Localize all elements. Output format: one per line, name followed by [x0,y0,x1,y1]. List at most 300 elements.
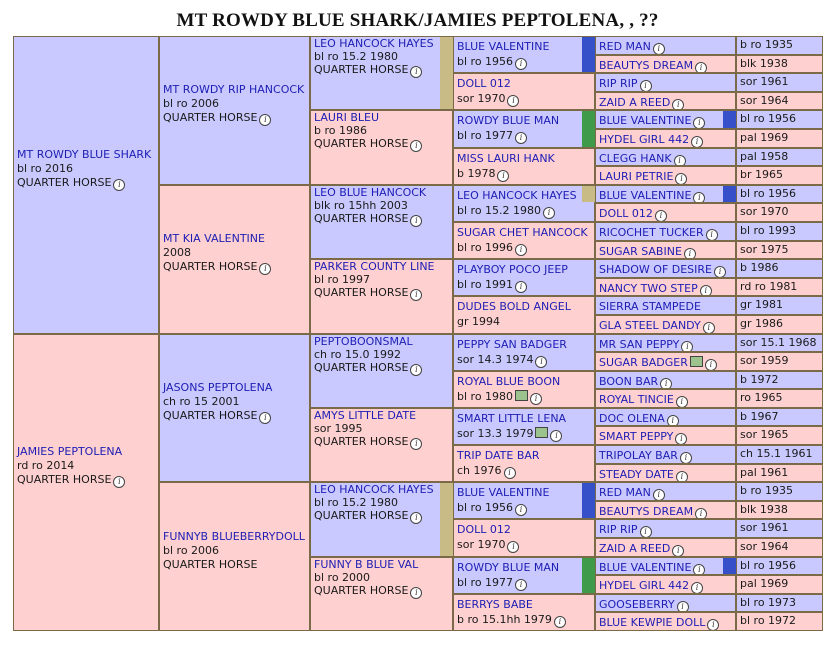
horse-color-year: sor 1975 [736,241,823,260]
horse-name-link[interactable]: PARKER COUNTY LINE [314,260,435,274]
color-year-label: gr 1994 [457,315,500,329]
horse-name-link[interactable]: MT ROWDY RIP HANCOCK [163,83,305,97]
horse-color-year: rd ro 1981 [736,278,823,297]
horse-name-link[interactable]: BLUE KEWPIE DOLL [599,616,706,630]
horse-color-year: b ro 1986 [314,124,367,138]
horse-cell [595,371,736,390]
info-icon[interactable]: i [535,356,547,368]
horse-cell [13,334,159,632]
horse-name-link[interactable]: SUGAR CHET HANCOCK [457,225,588,239]
horse-name-link[interactable]: BLUE VALENTINE [457,486,550,500]
horse-cell [595,575,736,594]
horse-cell [159,482,310,631]
color-year-label: bl ro 1991 [457,278,514,292]
horse-cell [453,222,595,259]
horse-name-link[interactable]: RED MAN [599,486,651,500]
info-icon[interactable]: i [681,341,693,353]
info-icon[interactable]: i [259,412,271,424]
horse-cell [13,36,159,334]
horse-name-link[interactable]: SMART PEPPY [599,430,674,444]
horse-cell [453,445,595,482]
breed-label: QUARTER HORSE [314,509,409,523]
info-icon[interactable]: i [640,80,652,92]
horse-breed [314,509,449,524]
horse-cell [595,148,736,167]
horse-color-year [457,54,591,70]
info-icon[interactable]: i [515,281,527,293]
horse-cell [595,185,736,204]
horse-name-link[interactable]: DUDES BOLD ANGEL [457,300,571,314]
color-year-label: b 1978 [457,166,496,180]
horse-cell [310,408,453,482]
horse-color-year: gr 1981 [736,296,823,315]
horse-cell [595,445,736,464]
horse-color-year [457,389,591,405]
horse-color-year [457,277,591,293]
inbreeding-bar [440,37,453,109]
horse-cell [453,557,595,594]
info-icon[interactable]: i [530,393,542,405]
horse-cell [595,110,736,129]
horse-cell [453,36,595,73]
horse-cell [595,203,736,222]
color-year-label: bl ro 1996 [457,240,514,254]
horse-name-link[interactable]: LAURI BLEU [314,111,380,125]
horse-cell [595,55,736,74]
horse-name-link[interactable]: BLUE VALENTINE [599,114,692,128]
horse-cell [310,557,453,631]
inbreeding-bar [582,483,595,518]
info-icon[interactable]: i [504,467,516,479]
info-icon[interactable]: i [410,140,422,152]
horse-cell [595,259,736,278]
horse-color-year: bl ro 2000 [314,570,371,584]
horse-color-year: 2008 [163,246,191,260]
horse-cell [453,371,595,408]
breed-label: QUARTER HORSE [163,111,258,125]
info-icon[interactable]: i [515,579,527,591]
horse-name-link[interactable]: MR SAN PEPPY [599,337,680,351]
horse-breed [163,409,306,424]
info-icon[interactable]: i [684,248,696,260]
horse-name-link[interactable]: BLUE VALENTINE [599,560,692,574]
horse-cell [595,557,736,576]
color-year-label: bl ro 1956 [457,55,514,68]
color-year-label: sor 13.3 1979 [457,426,534,440]
horse-color-year: gr 1986 [736,315,823,334]
horse-breed [163,558,306,572]
photo-icon[interactable] [535,427,548,438]
info-icon[interactable]: i [667,415,679,427]
color-year-label: ch 1976 [457,464,502,478]
horse-color-year: bl ro 1997 [314,273,371,287]
horse-cell [595,519,736,538]
breed-label: QUARTER HORSE [163,408,258,422]
info-icon[interactable]: i [676,396,688,408]
horse-cell [159,334,310,483]
breed-label: QUARTER HORSE [163,260,258,274]
horse-color-year [457,128,591,144]
horse-name-link[interactable]: BEAUTYS DREAM [599,504,694,518]
horse-breed [314,435,449,450]
horse-name-link[interactable]: LAURI PETRIE [599,170,674,184]
horse-name-link[interactable]: DOLL 012 [457,523,511,537]
info-icon[interactable]: i [653,489,665,501]
horse-cell [159,185,310,334]
horse-cell [310,36,453,110]
inbreeding-bar [582,111,595,146]
horse-cell [595,352,736,371]
horse-cell [595,334,736,353]
info-icon[interactable]: i [543,207,555,219]
color-year-label: bl ro 15.2 1980 [457,203,542,217]
horse-name-link[interactable]: DOLL 012 [457,77,511,91]
horse-name-link[interactable]: JAMIES PEPTOLENA [17,445,123,459]
horse-color-year: bl ro 1993 [736,222,823,241]
horse-color-year: bl ro 1956 [736,185,823,204]
horse-name-link[interactable]: DOC OLENA [599,411,665,425]
info-icon[interactable]: i [693,117,705,129]
horse-name-link[interactable]: LEO HANCOCK HAYES [314,37,434,50]
info-icon[interactable]: i [672,545,684,557]
info-icon[interactable]: i [695,508,707,520]
horse-name-link[interactable]: BLUE VALENTINE [457,40,550,53]
horse-name-link[interactable]: PLAYBOY POCO JEEP [457,263,568,277]
info-icon[interactable]: i [672,99,684,111]
horse-color-year [457,463,591,479]
pedigree-chart [13,36,823,631]
horse-name-link[interactable]: SMART LITTLE LENA [457,411,567,425]
horse-color-year: sor 15.1 1968 [736,334,823,353]
horse-color-year: blk 1938 [736,501,823,520]
horse-name-link[interactable]: STEADY DATE [599,467,674,481]
horse-cell [453,519,595,556]
horse-breed [163,260,306,275]
info-icon[interactable]: i [113,179,125,191]
info-icon[interactable]: i [410,289,422,301]
info-icon[interactable]: i [410,587,422,599]
horse-cell [453,148,595,185]
horse-color-year: pal 1969 [736,575,823,594]
horse-name-link[interactable]: BEAUTYS DREAM [599,58,694,72]
horse-color-year [457,500,591,516]
inbreeding-bar [723,558,736,575]
horse-cell [595,594,736,613]
horse-color-year: ro 1965 [736,389,823,408]
horse-color-year: bl ro 1972 [736,612,823,631]
horse-name-link[interactable]: SUGAR SABINE [599,244,682,258]
info-icon[interactable]: i [515,132,527,144]
info-icon[interactable]: i [507,95,519,107]
info-icon[interactable]: i [714,266,726,278]
horse-name-link[interactable]: BOON BAR [599,374,659,388]
info-icon[interactable]: i [640,526,652,538]
horse-color-year: b 1967 [736,408,823,427]
horse-name-link[interactable]: ROYAL BLUE BOON [457,374,561,388]
horse-name-link[interactable]: ROWDY BLUE MAN [457,560,560,574]
horse-color-year: rd ro 2014 [17,459,75,473]
horse-breed [163,111,306,126]
horse-cell [453,408,595,445]
horse-name-link[interactable]: RED MAN [599,40,651,53]
horse-cell [453,594,595,631]
horse-color-year: sor 1995 [314,421,363,435]
horse-name-link[interactable]: FUNNY B BLUE VAL [314,557,419,571]
horse-color-year [457,612,591,628]
horse-color-year: bl ro 15.2 1980 [314,496,399,510]
horse-color-year: sor 1961 [736,73,823,92]
color-year-label: bl ro 1977 [457,575,514,589]
color-year-label: bl ro 1977 [457,129,514,143]
photo-icon[interactable] [515,390,528,401]
info-icon[interactable]: i [410,66,422,78]
horse-cell [453,482,595,519]
horse-name-link[interactable]: MT ROWDY BLUE SHARK [17,147,152,161]
horse-cell [595,464,736,483]
color-year-label: sor 14.3 1974 [457,352,534,366]
horse-name-link[interactable]: MISS LAURI HANK [457,151,555,165]
info-icon[interactable]: i [410,438,422,450]
horse-name-link[interactable]: RICOCHET TUCKER [599,225,704,239]
info-icon[interactable]: i [259,114,271,126]
horse-cell [310,259,453,333]
info-icon[interactable]: i [695,62,707,74]
horse-cell [595,222,736,241]
horse-cell [595,278,736,297]
info-icon[interactable]: i [680,452,692,464]
inbreeding-bar [440,483,453,555]
horse-cell [595,482,736,501]
info-icon[interactable]: i [675,173,687,185]
horse-color-year: b ro 1935 [736,482,823,501]
horse-color-year [457,314,591,329]
horse-cell [595,296,736,315]
horse-name-link[interactable]: ROYAL TINCIE [599,393,674,407]
horse-name-link[interactable]: LEO HANCOCK HAYES [314,483,434,497]
info-icon[interactable]: i [691,582,703,594]
horse-name-link[interactable]: NANCY TWO STEP [599,281,698,295]
horse-cell [310,482,453,556]
inbreeding-bar [723,111,736,128]
page-title: MT ROWDY BLUE SHARK/JAMIES PEPTOLENA, , ?? [176,10,659,31]
horse-color-year: bl ro 1973 [736,594,823,613]
info-icon[interactable]: i [515,504,527,516]
info-icon[interactable]: i [655,210,667,222]
horse-cell [595,92,736,111]
inbreeding-bar [582,558,595,593]
horse-color-year [457,240,591,256]
color-year-label: b ro 15.1hh 1979 [457,612,552,626]
info-icon[interactable]: i [691,136,703,148]
horse-name-link[interactable]: AMYS LITTLE DATE [314,408,417,422]
photo-icon[interactable] [690,356,703,367]
color-year-label: sor 1970 [457,538,506,552]
horse-color-year [457,426,591,442]
horse-color-year: bl ro 2006 [163,97,220,111]
info-icon[interactable]: i [693,192,705,204]
horse-color-year: b 1972 [736,371,823,390]
horse-color-year: sor 1965 [736,426,823,445]
breed-label: QUARTER HORSE [163,557,258,571]
horse-color-year: sor 1964 [736,92,823,111]
info-icon[interactable]: i [554,616,566,628]
horse-color-year: br 1965 [736,166,823,185]
horse-color-year: bl ro 2006 [163,543,220,557]
horse-cell [595,538,736,557]
color-year-label: sor 1970 [457,92,506,106]
horse-color-year: pal 1961 [736,464,823,483]
horse-cell [453,259,595,296]
info-icon[interactable]: i [705,359,717,371]
horse-breed [314,137,449,152]
horse-name-link[interactable]: PEPPY SAN BADGER [457,337,567,351]
horse-color-year [457,352,591,368]
info-icon[interactable]: i [674,155,686,167]
horse-cell [595,408,736,427]
horse-cell [453,185,595,222]
horse-breed [314,286,449,301]
horse-cell [595,36,736,55]
info-icon[interactable]: i [676,471,688,483]
horse-cell [595,241,736,260]
horse-color-year: ch 15.1 1961 [736,445,823,464]
horse-name-link[interactable]: SUGAR BADGER [599,356,688,370]
inbreeding-bar [723,186,736,203]
horse-color-year: pal 1969 [736,129,823,148]
breed-label: QUARTER HORSE [314,360,409,374]
horse-color-year: b 1986 [736,259,823,278]
horse-name-link[interactable]: SHADOW OF DESIRE [599,263,713,277]
info-icon[interactable]: i [410,512,422,524]
horse-name-link[interactable]: GOOSEBERRY [599,597,675,611]
horse-color-year [457,203,591,219]
horse-name-link[interactable]: MT KIA VALENTINE [163,232,265,246]
horse-breed [314,63,449,78]
horse-name-link[interactable]: BERRYS BABE [457,597,533,611]
horse-cell [595,166,736,185]
horse-cell [453,296,595,333]
horse-color-year [457,91,591,107]
horse-name-link[interactable]: ROWDY BLUE MAN [457,114,560,128]
horse-color-year: bl ro 1956 [736,557,823,576]
info-icon[interactable]: i [497,170,509,182]
horse-name-link[interactable]: RIP RIP [599,523,638,537]
horse-name-link[interactable]: ZAID A REED [599,542,671,556]
horse-name-link[interactable]: HYDEL GIRL 442 [599,132,690,146]
horse-color-year: bl ro 1956 [736,110,823,129]
horse-breed [314,584,449,599]
horse-name-link[interactable]: CLEGG HANK [599,151,672,165]
horse-name-link[interactable]: TRIPOLAY BAR [599,449,678,463]
horse-name-link[interactable]: FUNNYB BLUEBERRYDOLL [163,529,305,543]
horse-breed [17,176,155,191]
info-icon[interactable]: i [703,322,715,334]
horse-cell [453,73,595,110]
horse-breed [314,212,449,227]
info-icon[interactable]: i [707,619,719,631]
breed-label: QUARTER HORSE [17,175,112,189]
horse-name-link[interactable]: BLUE VALENTINE [599,188,692,202]
info-icon[interactable]: i [113,476,125,488]
horse-name-link[interactable]: GLA STEEL DANDY [599,318,701,332]
horse-breed [17,473,155,488]
horse-name-link[interactable]: LEO BLUE HANCOCK [314,185,427,199]
horse-color-year: b ro 1935 [736,36,823,55]
info-icon[interactable]: i [515,58,527,70]
breed-label: QUARTER HORSE [314,63,409,76]
info-icon[interactable]: i [550,430,562,442]
horse-name-link[interactable]: DOLL 012 [599,207,653,221]
info-icon[interactable]: i [677,601,689,613]
horse-color-year: blk 1938 [736,55,823,74]
horse-cell [595,129,736,148]
horse-cell [310,185,453,259]
horse-color-year: bl ro 2016 [17,161,74,175]
breed-label: QUARTER HORSE [314,286,409,300]
horse-color-year: pal 1958 [736,148,823,167]
horse-color-year: sor 1959 [736,352,823,371]
horse-color-year [457,166,591,182]
info-icon[interactable]: i [675,433,687,445]
horse-name-link[interactable]: RIP RIP [599,77,638,91]
breed-label: QUARTER HORSE [314,583,409,597]
horse-color-year: blk ro 15hh 2003 [314,198,408,212]
horse-cell [595,426,736,445]
horse-name-link[interactable]: LEO HANCOCK HAYES [457,188,577,202]
info-icon[interactable]: i [410,215,422,227]
info-icon[interactable]: i [660,378,672,390]
horse-color-year: ch ro 15.0 1992 [314,347,402,361]
horse-cell [310,334,453,408]
info-icon[interactable]: i [706,229,718,241]
inbreeding-bar [582,186,595,203]
horse-name-link[interactable]: HYDEL GIRL 442 [599,579,690,593]
horse-cell [453,110,595,147]
color-year-label: bl ro 1980 [457,389,514,403]
horse-color-year [457,575,591,591]
horse-cell [310,110,453,184]
info-icon[interactable]: i [700,285,712,297]
info-icon[interactable]: i [259,263,271,275]
horse-cell [595,612,736,631]
horse-name-link[interactable]: TRIP DATE BAR [457,449,540,463]
horse-color-year: sor 1964 [736,538,823,557]
horse-name-link[interactable]: ZAID A REED [599,95,671,109]
horse-color-year: sor 1970 [736,203,823,222]
horse-cell [595,389,736,408]
horse-cell [595,73,736,92]
info-icon[interactable]: i [693,564,705,576]
horse-name-link[interactable]: JASONS PEPTOLENA [163,380,273,394]
breed-label: QUARTER HORSE [314,434,409,448]
horse-cell [159,36,310,185]
horse-cell [595,315,736,334]
horse-color-year: bl ro 15.2 1980 [314,50,399,63]
info-icon[interactable]: i [507,541,519,553]
horse-name-link[interactable]: SIERRA STAMPEDE [599,300,701,314]
info-icon[interactable]: i [515,244,527,256]
horse-color-year: sor 1961 [736,519,823,538]
info-icon[interactable]: i [653,43,665,55]
inbreeding-bar [582,37,595,72]
horse-name-link[interactable]: PEPTOBOONSMAL [314,334,413,348]
info-icon[interactable]: i [410,364,422,376]
horse-breed [314,361,449,376]
breed-label: QUARTER HORSE [314,211,409,225]
horse-cell [595,501,736,520]
horse-cell [453,334,595,371]
breed-label: QUARTER HORSE [314,137,409,151]
